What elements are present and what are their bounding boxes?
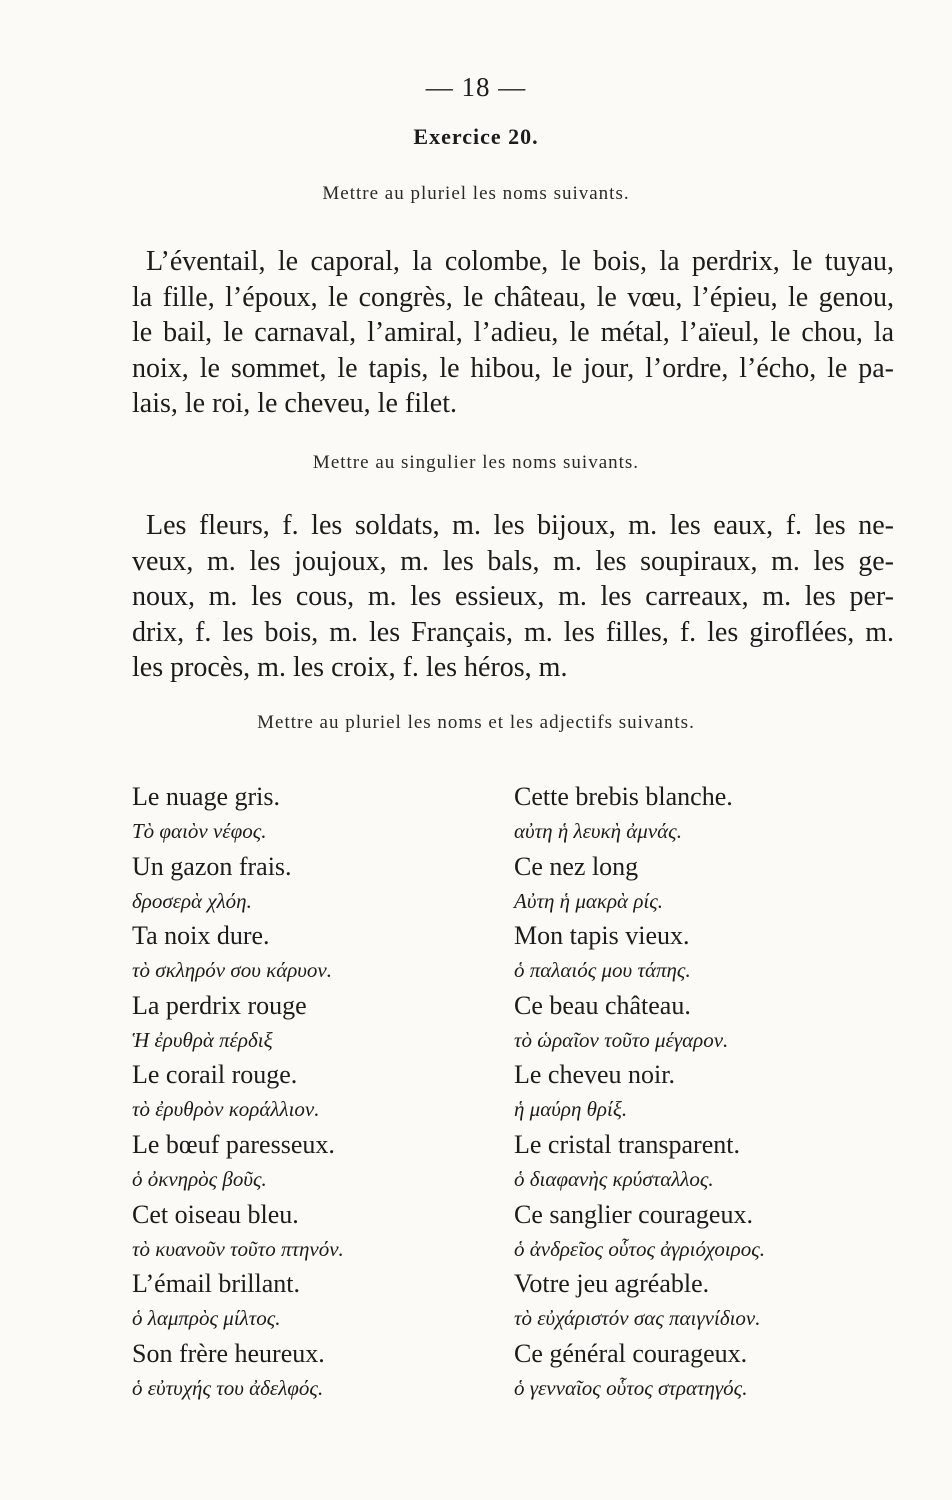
phrase-pair	[514, 989, 894, 1059]
greek-translation: αὐτη ἡ λευκὴ ἀμνάς.	[514, 819, 682, 843]
exercise-title: Exercice 20.	[413, 124, 539, 149]
greek-translation: τὸ ἐρυθρὸν κοράλλιον.	[132, 1097, 320, 1122]
phrase-pair	[132, 1058, 512, 1128]
french-phrase: Son frère heureux.	[132, 1338, 325, 1368]
greek-translation: ὁ λαμπρὸς μίλτος.	[132, 1306, 281, 1331]
greek-translation: τὸ εὐχάριστόν σας παιγνίδιον.	[514, 1306, 761, 1331]
french-phrase: Un gazon frais.	[132, 851, 292, 881]
french-phrase: Le cheveu noir.	[514, 1060, 675, 1090]
section1-instruction: Mettre au pluriel les noms suivants.	[322, 183, 630, 204]
greek-translation: τὸ σκληρόν σου κάρυον.	[132, 958, 333, 983]
greek-translation: ὁ ὀκνηρὸς βοῦς.	[132, 1166, 267, 1191]
paragraph-line: L’éventail, le caporal, la colombe, le bois, la perdrix, le tuyau,	[146, 246, 894, 277]
french-phrase: Votre jeu agréable.	[514, 1269, 710, 1299]
phrase-pair	[132, 919, 512, 989]
phrase-pair	[132, 989, 512, 1059]
phrase-pair	[132, 850, 512, 920]
paragraph-line: Les fleurs, f. les soldats, m. les bijoux, m. les eaux, f. les ne-	[146, 510, 894, 541]
phrase-pair	[514, 1128, 894, 1198]
paragraph-line: veux, m. les joujoux, m. les bals, m. les soupiraux, m. les ge-	[132, 545, 894, 577]
paragraph-line: les procès, m. les croix, f. les héros, m.	[132, 652, 568, 683]
paragraph-line: drix, f. les bois, m. les Français, m. les filles, f. les giroflées, m.	[132, 616, 894, 648]
french-phrase: Cette brebis blanche.	[514, 782, 733, 811]
greek-translation: Ἡ ἐρυθρὰ πέρδιξ	[132, 1027, 273, 1052]
phrase-pair	[132, 1337, 512, 1407]
french-phrase: Ta noix dure.	[132, 921, 270, 951]
page-number: — 18 —	[425, 72, 527, 102]
phrase-pair	[132, 780, 512, 850]
greek-translation: ὁ ἀνδρεῖος οὗτος ἀγριόχοιρος.	[514, 1236, 766, 1261]
greek-translation: τὸ ὡραῖον τοῦτο μέγαρον.	[514, 1027, 729, 1052]
section2-paragraph	[132, 508, 894, 686]
phrase-pair	[514, 1337, 894, 1407]
french-phrase: Le corail rouge.	[132, 1060, 298, 1090]
french-phrase: L’émail brillant.	[132, 1269, 300, 1299]
phrase-pair	[132, 1267, 512, 1337]
right-column	[514, 780, 894, 1406]
french-phrase: Ce nez long	[514, 851, 639, 881]
greek-translation: δροσερὰ χλόη.	[132, 888, 252, 913]
phrase-pair	[514, 1058, 894, 1128]
greek-translation: ὁ διαφανὴς κρύσταλλος.	[514, 1166, 714, 1191]
french-phrase: Ce général courageux.	[514, 1338, 748, 1368]
french-phrase: Mon tapis vieux.	[514, 921, 690, 951]
greek-translation: ὁ παλαιός μου τάπης.	[514, 958, 691, 983]
phrase-pair	[514, 780, 894, 850]
phrase-pair	[132, 1128, 512, 1198]
greek-translation: Τὸ φαιὸν νέφος.	[132, 819, 267, 843]
left-column	[132, 780, 512, 1406]
paragraph-line: noux, m. les cous, m. les essieux, m. les carreaux, m. les per-	[132, 581, 894, 612]
greek-translation: Αὐτη ἡ μακρὰ ρίς.	[514, 888, 663, 913]
french-phrase: Cet oiseau bleu.	[132, 1199, 299, 1229]
phrase-pair	[132, 1198, 512, 1268]
french-phrase: La perdrix rouge	[132, 990, 307, 1020]
paragraph-line: la fille, l’époux, le congrès, le château, le vœu, l’épieu, le genou,	[132, 281, 894, 313]
section1-paragraph	[132, 244, 894, 422]
paragraph-line: lais, le roi, le cheveu, le filet.	[132, 388, 457, 419]
paragraph-line: le bail, le carnaval, l’amiral, l’adieu, le métal, l’aïeul, le chou, la	[132, 317, 894, 348]
greek-translation: ἡ μαύρη θρίξ.	[514, 1097, 628, 1122]
phrase-pair	[514, 919, 894, 989]
paragraph-line: noix, le sommet, le tapis, le hibou, le jour, l’ordre, l’écho, le pa-	[132, 352, 894, 384]
french-phrase: Ce sanglier courageux.	[514, 1199, 753, 1229]
greek-translation: τὸ κυανοῦν τοῦτο πτηνόν.	[132, 1236, 344, 1261]
greek-translation: ὁ γενναῖος οὗτος στρατηγός.	[514, 1375, 748, 1400]
french-phrase: Le nuage gris.	[132, 782, 281, 811]
section2-instruction: Mettre au singulier les noms suivants.	[312, 452, 640, 473]
french-phrase: Le cristal transparent.	[514, 1129, 740, 1159]
section3-instruction: Mettre au pluriel les noms et les adjectifs suivants.	[257, 712, 695, 733]
phrase-pair	[514, 1267, 894, 1337]
phrase-pair	[514, 850, 894, 920]
french-phrase: Le bœuf paresseux.	[132, 1129, 335, 1159]
french-phrase: Ce beau château.	[514, 990, 691, 1020]
phrase-pair	[514, 1198, 894, 1268]
greek-translation: ὁ εὐτυχής του ἀδελφός.	[132, 1375, 324, 1400]
